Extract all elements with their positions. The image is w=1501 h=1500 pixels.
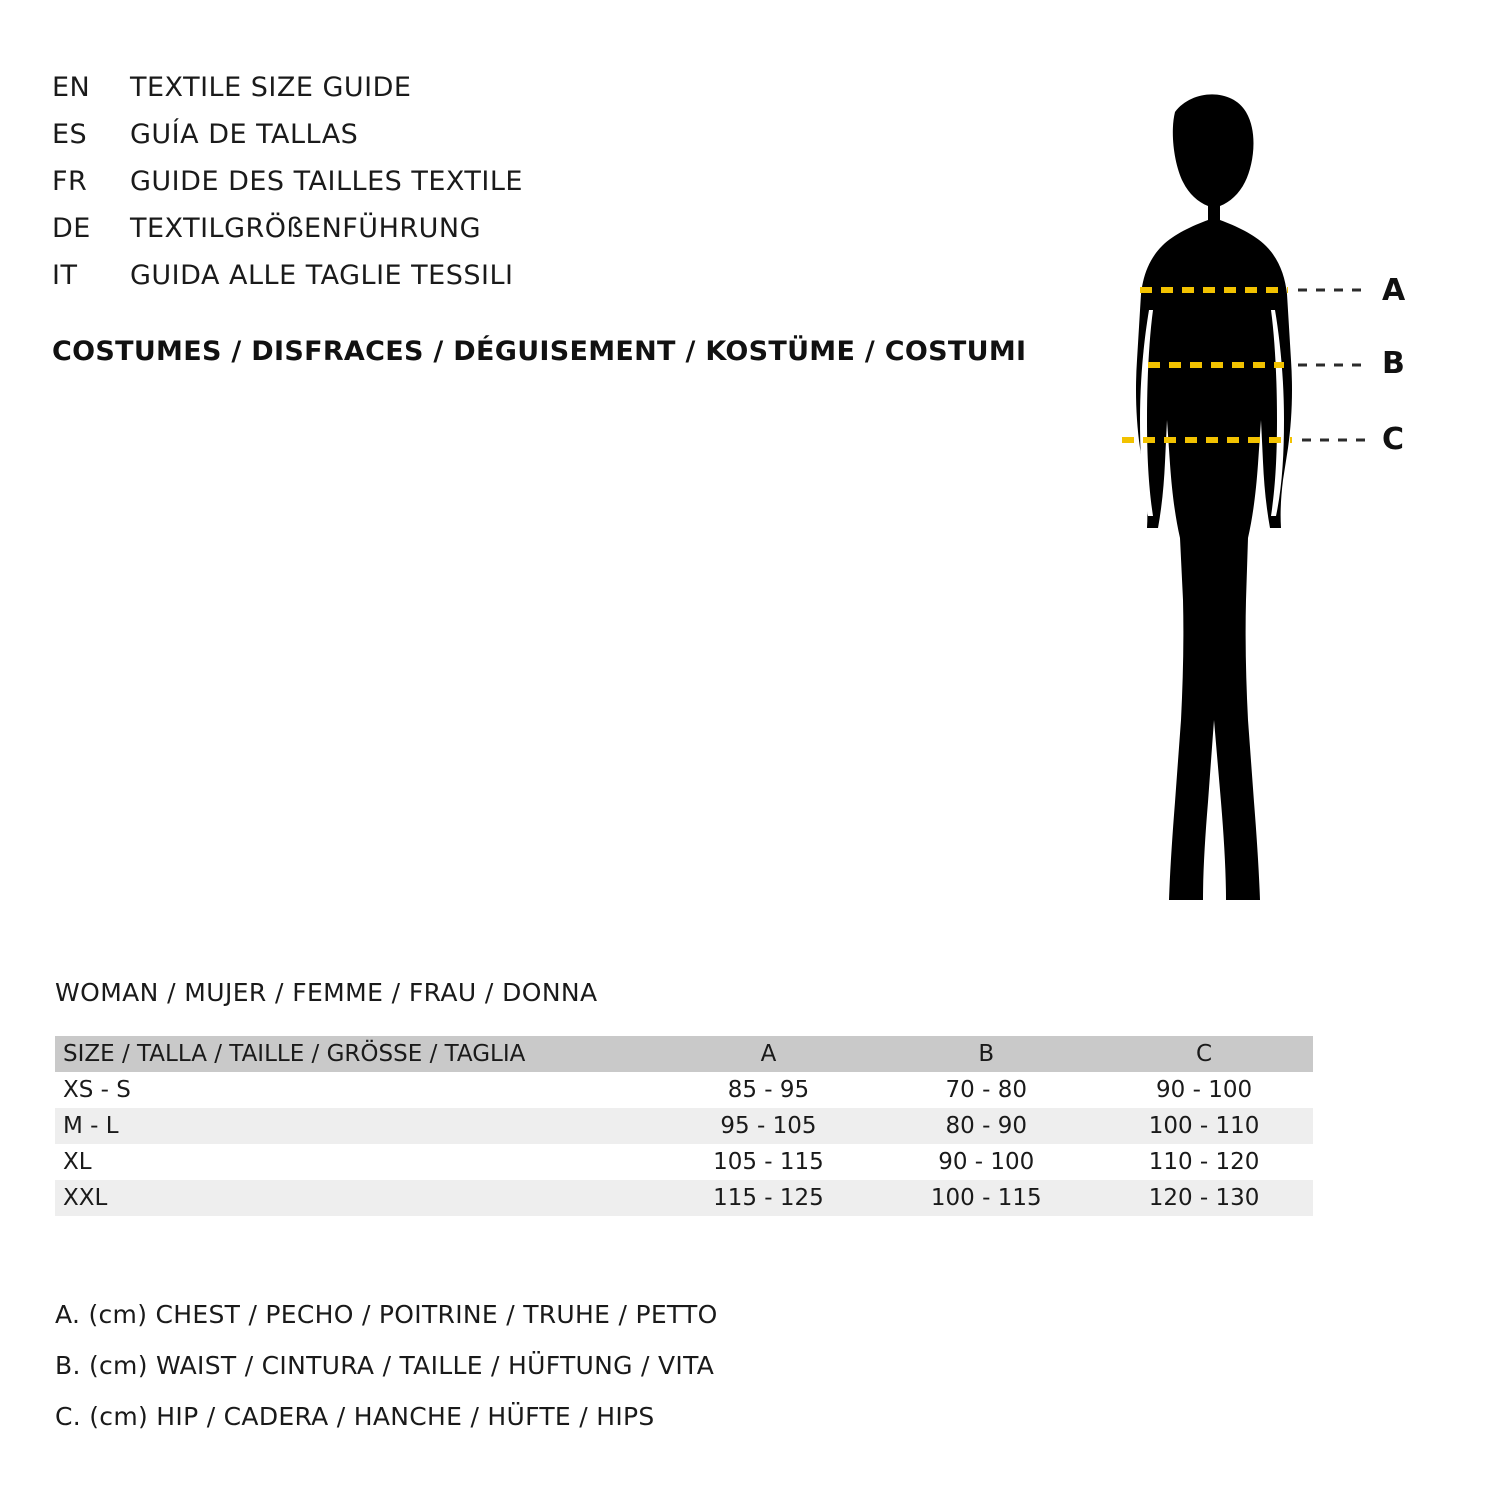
- cell-b: 90 - 100: [877, 1144, 1095, 1180]
- cell-a: 115 - 125: [660, 1180, 878, 1216]
- table-row: [55, 1144, 1313, 1180]
- table-header-size: SIZE / TALLA / TAILLE / GRÖSSE / TAGLIA: [55, 1036, 660, 1072]
- cell-b: 80 - 90: [877, 1108, 1095, 1144]
- language-row-fr: [52, 166, 752, 213]
- table-header-row: [55, 1036, 1313, 1072]
- cell-size: M - L: [55, 1108, 660, 1144]
- language-code-fr: FR: [52, 166, 88, 197]
- language-row-de: [52, 213, 752, 260]
- cell-a: 85 - 95: [660, 1072, 878, 1108]
- table-header-c: C: [1095, 1036, 1313, 1072]
- language-text-en: TEXTILE SIZE GUIDE: [130, 72, 412, 103]
- figure-illustration: [1040, 60, 1460, 940]
- measure-label-c: C: [1382, 422, 1405, 457]
- legend-line-a: A. (cm) CHEST / PECHO / POITRINE / TRUHE / PETTO: [55, 1300, 718, 1329]
- language-code-en: EN: [52, 72, 91, 103]
- table-header-b: B: [877, 1036, 1095, 1072]
- language-text-fr: GUIDE DES TAILLES TEXTILE: [130, 166, 523, 197]
- language-text-de: TEXTILGRÖßENFÜHRUNG: [130, 213, 482, 244]
- cell-c: 100 - 110: [1095, 1108, 1313, 1144]
- cell-size: XL: [55, 1144, 660, 1180]
- language-code-es: ES: [52, 119, 88, 150]
- measurement-legend: [55, 1300, 718, 1453]
- measure-label-a: A: [1382, 273, 1406, 308]
- table-row: [55, 1108, 1313, 1144]
- cell-size: XXL: [55, 1180, 660, 1216]
- category-line: COSTUMES / DISFRACES / DÉGUISEMENT / KOSTÜME / COSTUMI: [52, 336, 1027, 367]
- language-header-block: [52, 72, 752, 307]
- language-code-it: IT: [52, 260, 78, 291]
- cell-size: XS - S: [55, 1072, 660, 1108]
- cell-c: 110 - 120: [1095, 1144, 1313, 1180]
- measure-label-b: B: [1382, 346, 1405, 381]
- language-row-it: [52, 260, 752, 307]
- language-row-en: [52, 72, 752, 119]
- table-row: [55, 1180, 1313, 1216]
- cell-a: 105 - 115: [660, 1144, 878, 1180]
- language-row-es: [52, 119, 752, 166]
- cell-c: 120 - 130: [1095, 1180, 1313, 1216]
- size-table: [55, 1036, 1313, 1216]
- female-silhouette-icon: [1040, 60, 1460, 940]
- cell-b: 70 - 80: [877, 1072, 1095, 1108]
- cell-b: 100 - 115: [877, 1180, 1095, 1216]
- table-row: [55, 1072, 1313, 1108]
- legend-line-c: C. (cm) HIP / CADERA / HANCHE / HÜFTE / HIPS: [55, 1402, 655, 1431]
- legend-line-b: B. (cm) WAIST / CINTURA / TAILLE / HÜFTUNG / VITA: [55, 1351, 715, 1380]
- table-header-a: A: [660, 1036, 878, 1072]
- table-title: WOMAN / MUJER / FEMME / FRAU / DONNA: [55, 978, 598, 1007]
- cell-c: 90 - 100: [1095, 1072, 1313, 1108]
- cell-a: 95 - 105: [660, 1108, 878, 1144]
- language-code-de: DE: [52, 213, 91, 244]
- language-text-it: GUIDA ALLE TAGLIE TESSILI: [130, 260, 514, 291]
- language-text-es: GUÍA DE TALLAS: [130, 119, 359, 150]
